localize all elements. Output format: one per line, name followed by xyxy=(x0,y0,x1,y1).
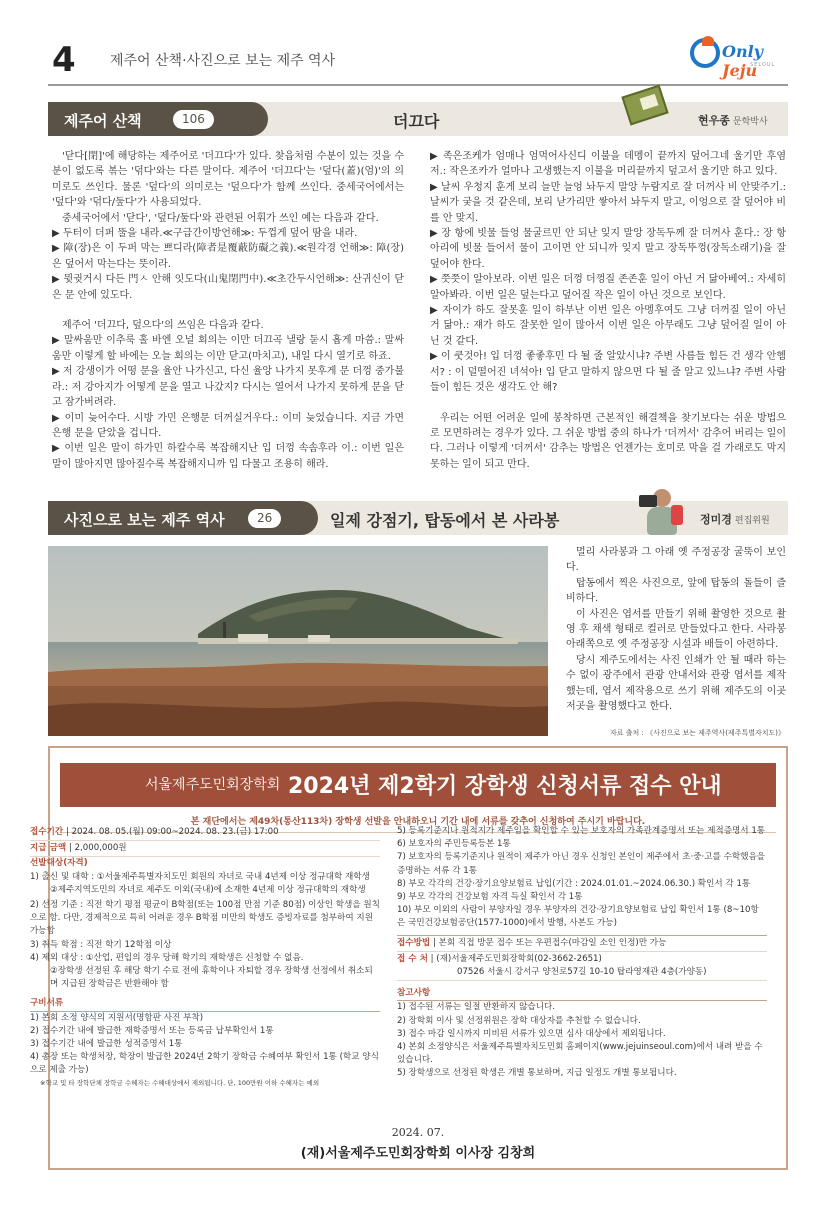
notes-item: 2) 장학회 이사 및 선정위원은 장학 대상자를 추천할 수 없습니다. xyxy=(397,1015,641,1026)
method-row: 접수방법 | 본회 직접 방문 접수 또는 우편접수(마감일 소인 인정)만 가능 xyxy=(397,935,767,952)
article-column-left xyxy=(52,149,404,472)
author-name: 정미경 xyxy=(700,513,732,526)
paragraph: 우리는 어떤 어려운 일에 봉착하면 근본적인 해결책을 찾기보다는 쉬운 방법으로 모면하려는 경우가 있다. 그 쉬운 방법 중의 하나가 '더꺼서' 감추어 버리는 일이다. 그러나 이렇게 '더꺼서' 감추는 방법은 언젠가는 호미로 막을 걸 가래로도 막지 못하는 일이 되고 만다. xyxy=(430,412,786,470)
article-column-right xyxy=(430,149,786,472)
example-item: ▶ 障(장)은 이 두퍼 막는 쁘디라(障者是覆蔽防礙之義).≪원각경 언해≫: 障(장)은 덮어서 막는다는 뜻이라. xyxy=(52,243,404,270)
paragraph: 멀리 사라봉과 그 아래 옛 주정공장 굴뚝이 보인다. xyxy=(566,547,786,574)
example-item: ▶ 자이가 하도 잘못훈 일이 하부난 이번 일은 아멩후여도 그냥 더꺼질 일이 아닌 거 닮아.: 쟤가 하도 잘못한 일이 많아서 이번 일은 아무래도 그냥 덮어질 일이 아닌 것 같다. xyxy=(430,305,786,347)
example-item: ▶ 말싸움만 이추룩 홀 바엔 오널 회의는 이만 더끄곡 낼랑 둗시 홉게 마씀.: 말싸움만 이렇게 할 바에는 오늘 회의는 이만 닫고(마치고), 내일 다시 열기로 하죠. xyxy=(52,335,404,362)
amount-value: 2,000,000원 xyxy=(74,843,127,854)
example-item: ▶ 날씨 우청지 훈게 보리 늘만 늘엉 놔두지 말앙 누람지로 잘 더꺼사 비 안맞주기.: 날씨가 궂을 것 같은데, 보리 낟가리만 쌓아서 놔두지 말고, 이엉으로 잘 덮어야 비를 안 맞지. xyxy=(430,181,786,224)
docs-item: 3) 접수기간 내에 발급한 성적증명서 1통 xyxy=(30,1039,183,1050)
historical-photo xyxy=(48,546,548,736)
notes-label: 참고사항 xyxy=(397,987,767,1001)
photographer-icon xyxy=(635,485,687,537)
example-item: ▶ 장 항에 빗물 들엉 물굴르민 안 되난 잊지 말앙 장독두께 잘 더꺼사 훈다.: 장 항아리에 빗물 들어서 물이 고이면 안 되니까 잊지 말고 장독뚜껑(장독소래기)을 잘 덮어야 한다. xyxy=(430,228,786,270)
office-address: 07526 서울시 강서구 양천로57길 10-10 탑라영재관 4층(가양동) xyxy=(457,967,707,978)
example-item: ▶ 저 강생이가 어떵 문을 율안 나가신고, 다신 율앙 나가지 못후게 문 더껑 중가불라.: 저 강아지가 어떻게 문을 열고 나갔지? 다시는 열어서 나가지 못하게 문을 닫고 잠가버려라. xyxy=(52,366,404,409)
only-jeju-logo xyxy=(690,36,790,80)
paragraph: 제주어 '더끄다, 덮으다'의 쓰임은 다음과 같다. xyxy=(62,320,264,332)
notice-org: 서울제주도민회장학회 xyxy=(145,777,281,793)
docs-item: 2) 접수기간 내에 발급한 재학증명서 또는 등록금 납부확인서 1통 xyxy=(30,1025,274,1036)
notice-header xyxy=(60,763,776,807)
docs-item: 10) 부모 이외의 사람이 부양자일 경우 부양자의 건강·장기요양보험료 납입 확인서 1통 (8~10항은 국민건강보험공단(1577-1000)에서 발행, 사본도 가능) xyxy=(397,905,759,929)
article-title: 일제 강점기, 탑동에서 본 사라봉 xyxy=(330,511,560,530)
example-item: ▶ 뮛귓거시 다든 門ㅅ 안해 잇도다(山鬼閉門中).≪초간두시언해≫: 산귀신이 닫은 문 안에 있도다. xyxy=(52,274,404,301)
example-item: ▶ 두터이 더퍼 뚤을 내라.≪구급간이방언해≫: 두껍게 덮어 땀을 내라. xyxy=(52,228,358,240)
docs-item: 6) 보호자의 주민등록등본 1통 xyxy=(397,839,511,850)
docs-item: 7) 보호자의 등록기준지나 원적이 제주가 아닌 경우 신청인 본인이 제주에서 초·중·고를 수학했음을 증명하는 서류 각 1통 xyxy=(397,852,766,876)
notice-title: 2024년 제2학기 장학생 신청서류 접수 안내 xyxy=(288,774,722,799)
eligibility-item: ②제주지역도민의 자녀로 제주도 이외(국내)에 소재한 4년제 이상 정규대학의 재학생 xyxy=(50,884,366,895)
photo-source: 자료 출처 : 《사진으로 보는 제주역사(제주특별자치도)》 xyxy=(610,729,785,737)
photo-description xyxy=(566,545,786,714)
docs-label: 구비서류 xyxy=(30,997,380,1011)
article-title: 더끄다 xyxy=(393,112,440,131)
amount-row: 지급 금액 | 2,000,000원 xyxy=(30,841,380,857)
docs-note: ※학교 및 타 장학단체 장학금 수혜자는 수혜대상에서 제외됩니다. 단, 100만원 이하 수혜자는 예외 xyxy=(40,1078,320,1087)
notice-signature: (재)서울제주도민회장학회 이사장 김창희 xyxy=(300,1146,536,1161)
eligibility-item: 2) 선정 기준 : 직전 학기 평점 평균이 B학점(또는 100점 만점 기준 80점) 이상인 학생을 원칙으로 함. 다만, 경제적으로 특히 어려운 경우 B학점 미만의 학생도 증빙자료를 첨부하여 지원 가능함 xyxy=(30,900,380,937)
eligibility-item: 3) 취득 학점 : 직전 학기 12학점 이상 xyxy=(30,939,172,950)
office-value: (재)서울제주도민회장학회(02-3662-2651) xyxy=(436,953,602,964)
section-tab xyxy=(48,501,318,535)
docs-item: 5) 등록기준지나 원적지가 제주임을 확인할 수 있는 보호자의 가족관계증명서 또는 제적증명서 1통 xyxy=(397,826,766,836)
page-header-title: 제주어 산책·사진으로 보는 제주 역사 xyxy=(110,53,336,69)
example-item: ▶ 족은조케가 엄매나 엄먹어사신디 이불을 데멩이 끝까지 덮어그네 울기만 후염저.: 작은조카가 얼마나 고생했는지 이불을 머리끝까지 덮고서 울기만 하고 있다. xyxy=(430,151,786,178)
office-label: 접 수 처 xyxy=(397,953,428,964)
eligibility-item: ②장학생 선정된 후 해당 학기 수료 전에 휴학이나 자퇴할 경우 장학생 선정에서 취소되며 지급된 장학금은 반환해야 함 xyxy=(50,966,373,990)
paragraph: 당시 제주도에서는 사진 인쇄가 안 될 때라 하는 수 없이 광주에서 관광 안내서와 관광 엽서를 제작했는데, 엽서 제작용으로 쓰기 위해 제주도의 이곳저곳을 촬영했다고 한다. xyxy=(566,654,786,713)
section-bar-jejueo xyxy=(48,102,788,136)
notes-item: 4) 본회 소정양식은 서울제주특별자치도민회 홈페이지(www.jejuinseoul.com)에서 내려 받을 수 있습니다. xyxy=(397,1042,763,1066)
paragraph: 탑동에서 찍은 사진으로, 앞에 탑동의 돌들이 즐비하다. xyxy=(566,577,786,605)
notice-intro: 본 재단에서는 제49차(통산113차) 장학생 선발을 안내하오니 기간 내에 서류를 갖추어 신청하여 주시기 바랍니다. xyxy=(60,814,776,833)
logo-text-only: Only xyxy=(722,42,763,61)
eligibility-item: 4) 제외 대상 : ①산업, 편입의 경우 당해 학기의 재학생은 신청할 수 없음. xyxy=(30,952,304,963)
section-number-badge: 106 xyxy=(173,110,214,129)
method-value: 본회 직접 방문 접수 또는 우편접수(마감일 소인 인정)만 가능 xyxy=(438,937,667,948)
author-name: 현우종 xyxy=(698,114,730,127)
article-author xyxy=(700,511,770,527)
logo-text-jeju: Jeju xyxy=(722,61,758,80)
notes-item: 1) 접수된 서류는 일절 반환하지 않습니다. xyxy=(397,1002,556,1013)
example-item: ▶ 쯧쯧이 알아보라. 이번 일은 더껑 더껑질 존존훈 일이 아닌 거 닮아베여.: 자세히 알아봐라. 이번 일은 덮는다고 덮어질 작은 일이 아닌 것으로 보인다. xyxy=(430,274,786,301)
notice-left-column xyxy=(30,825,380,1088)
docs-item: 8) 부모 각각의 건강·장기요양보험료 납입(기간 : 2024.01.01.~2024.06.30.) 확인서 각 1통 xyxy=(397,878,751,889)
paragraph: '닫다[閉]'에 해당하는 제주어로 '더끄다'가 있다. 찾읍처럼 수분이 있는 것을 수분이 없도록 볶는 '덖다'와는 다른 말이다. 제주어 '더끄다'는 '덮다(蓋)(엄)'의 의미로도 쓰인다. 물론 '덮다'의 의미로는 '덮으다'가 함께 쓰인다. 중세국어에서는 '덮다'와 '덖다/둪다'가 사용되었다. xyxy=(52,151,404,209)
section-number-badge: 26 xyxy=(248,509,281,528)
author-role: 문학박사 xyxy=(732,117,768,127)
author-role: 편집위원 xyxy=(734,516,770,526)
period-value: 2024. 08. 05.(월) 09:00~2024. 08. 23.(금) 17:00 xyxy=(71,827,279,837)
notes-item: 3) 접수 마감 일시까지 미비된 서류가 있으면 심사 대상에서 제외됩니다. xyxy=(397,1028,666,1039)
paragraph: 이 사진은 엽서를 만들기 위해 촬영한 것으로 촬영 후 채색 형태로 컬러로 만들었다고 한다. 사라봉 아래쪽으로 옛 주정공장 시설과 배들이 아련하다. xyxy=(566,608,786,651)
header-divider xyxy=(48,84,788,86)
notice-right-column xyxy=(397,825,767,1081)
logo-o-icon xyxy=(690,38,720,68)
amount-label: 지급 금액 xyxy=(30,843,67,854)
notice-date: 2024. 07. xyxy=(391,1126,445,1139)
section-label: 사진으로 보는 제주 역사 xyxy=(64,511,225,529)
section-label: 제주어 산책 xyxy=(64,112,142,130)
period-label: 접수기간 xyxy=(30,827,64,837)
paragraph: 중세국어에서 '닫다', '덮다/둪다'와 관련된 어휘가 쓰인 예는 다음과 같다. xyxy=(62,212,379,224)
example-item: ▶ 이번 일은 말이 하가민 하칼수록 복잡해지난 입 더껑 속솜후라 이.: 이번 일은 말이 많아지면 많아질수록 복잡해지니까 입 다물고 조용히 해라. xyxy=(52,443,404,470)
section-tab xyxy=(48,102,268,136)
example-item: ▶ 이 쿳것아! 입 더껑 좋좋후민 다 될 줄 알았시냐? 주변 사름들 힘든 건 생각 안헴서? : 이 덜떨어진 녀석아! 입 닫고 말하지 않으면 다 될 줄 알고 있느냐? 주변 사람들이 힘든 것은 생각도 안 해? xyxy=(430,351,786,394)
eligibility-item: 1) 출신 및 대학 : ①서울제주특별자치도민 회원의 자녀로 국내 4년제 이상 정규대학 재학생 xyxy=(30,871,370,882)
docs-item: 9) 부모 각각의 건강보험 자격 득실 확인서 각 1통 xyxy=(397,892,583,903)
eligibility-label: 선발대상(자격) xyxy=(30,858,88,869)
office-row: 접 수 처 | (재)서울제주도민회장학회(02-3662-2651) 07526 서울시 강서구 양천로57길 10-10 탑라영재관 4층(가양동) xyxy=(397,952,767,981)
book-icon xyxy=(615,86,675,126)
example-item: ▶ 이미 늦어수다. 시방 가민 은행문 더꺼실거우다.: 이미 늦었습니다. 지금 가면 은행 문을 닫았을 겁니다. xyxy=(52,412,404,439)
docs-item: 4) 총장 또는 학생처장, 학장이 발급한 2024년 2학기 장학금 수혜여부 확인서 1통 (학교 양식으로 제출 가능) xyxy=(30,1052,379,1076)
notes-item: 5) 장학생으로 선정된 학생은 개별 통보하며, 지급 일정도 개별 통보됩니다. xyxy=(397,1068,677,1079)
logo-subtext: SELOUL xyxy=(750,62,776,68)
docs-item: 1) 본회 소정 양식의 지원서(명함판 사진 부착) xyxy=(30,1012,204,1023)
page-number: 4 xyxy=(52,40,76,80)
period-row: 접수기간 | 2024. 08. 05.(월) 09:00~2024. 08. 23.(금) 17:00 xyxy=(30,825,380,841)
article-author xyxy=(698,112,768,128)
method-label: 접수방법 xyxy=(397,937,431,948)
